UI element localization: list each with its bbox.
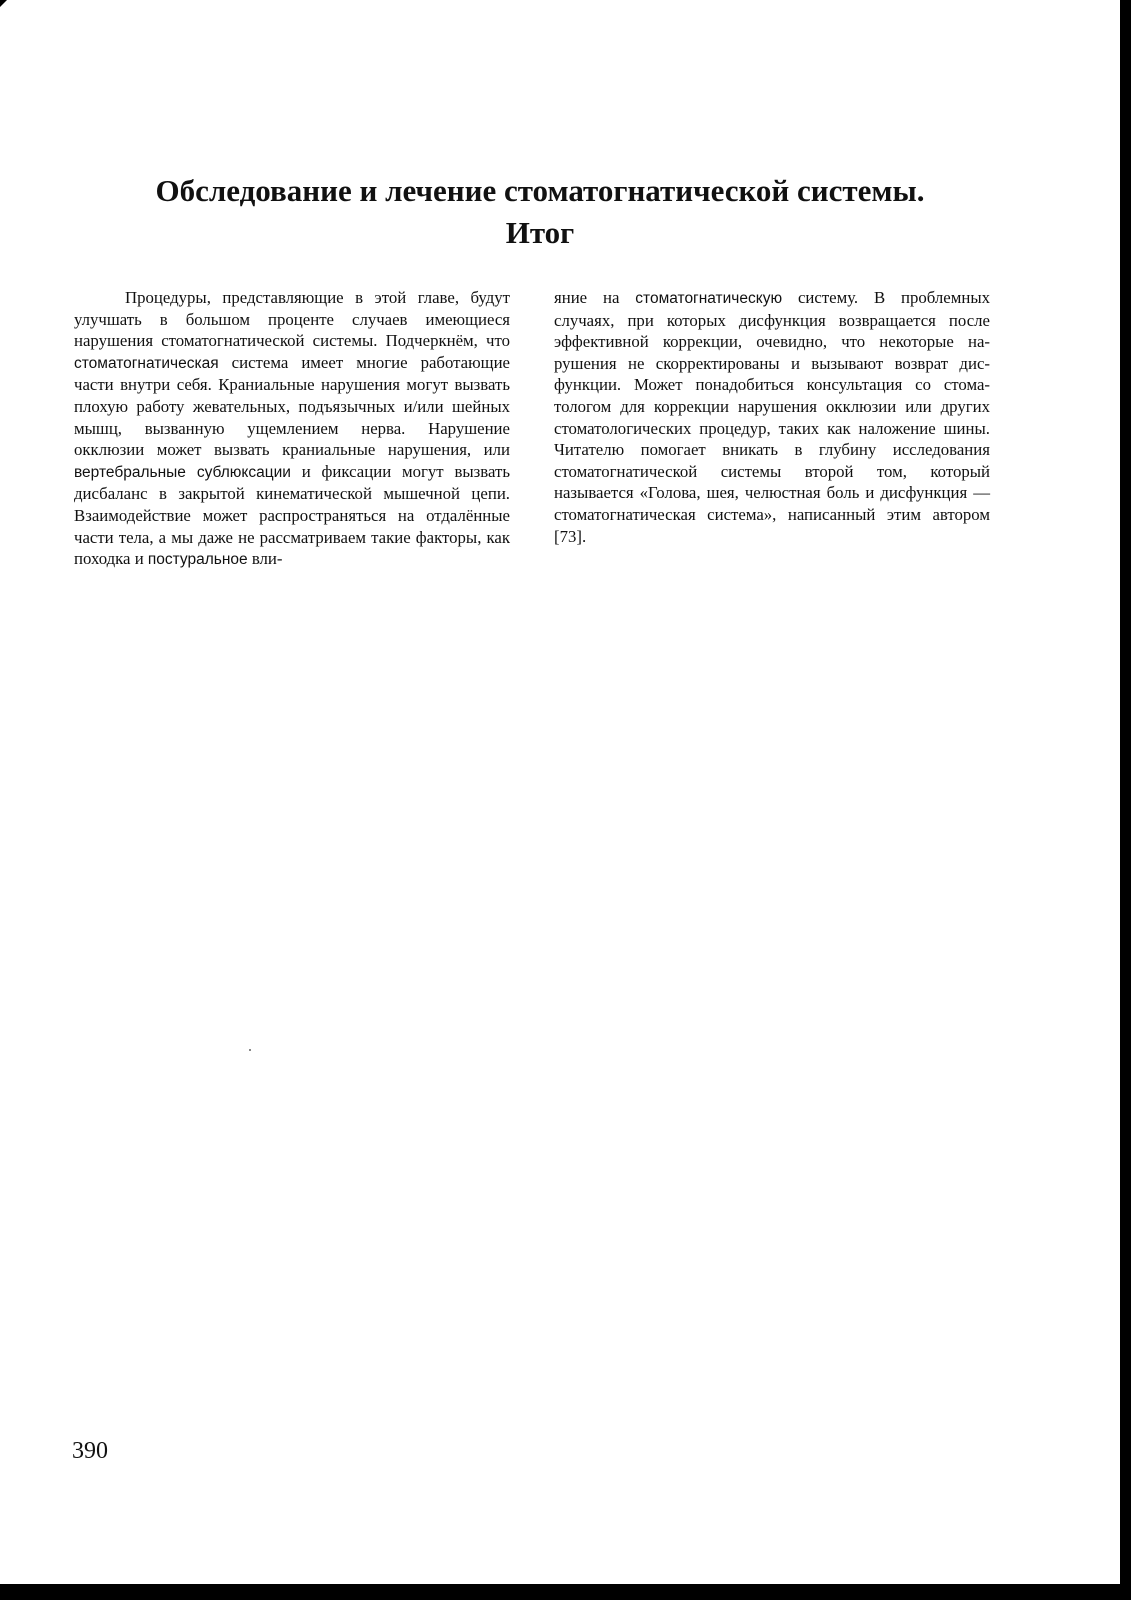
paragraph-right: [554, 287, 990, 547]
term-highlight: постуральное: [147, 551, 248, 569]
term-highlight: вертебральные сублюксации: [74, 463, 291, 481]
scan-corner-mark: [0, 0, 7, 7]
text-column-right: [554, 287, 990, 547]
text-run: Процедуры, представляющие в этой главе, будут улучшать в большом проценте случаев имеющиеся нарушения стоматогнатической системы. Подчеркнём, что: [74, 288, 510, 351]
page-number: 390: [72, 1438, 108, 1464]
text-column-left: [74, 287, 510, 571]
paragraph-left: [74, 287, 510, 571]
text-run: вли-: [247, 549, 283, 569]
text-run: и фиксации могут вызвать дисбаланс в закрытой кинематической мышечной цепи. Взаимодействие может распространяться на отдалённые части тела, а мы даже не рассматриваем такие факторы, как походка и: [74, 461, 510, 569]
text-run: система имеет многие работающие части внутри себя. Краниальные нарушения могут вызвать плохую работу жевательных, подъязычных и/или шейных мышц, вызванную ущемлением нерва. Нарушение окклюзии может вызвать краниальные нарушения, или: [74, 352, 510, 460]
term-highlight: стоматогнатическую: [635, 290, 783, 307]
term-highlight: стоматогнатическая: [74, 354, 219, 372]
page-title-line-1: Обследование и лечение стоматогнатической системы.: [155, 173, 925, 208]
text-run: систему. В проблемных случаях, при которых дисфункция возвращается после эффективной коррекции, очевидно, что некоторые нарушения не скорректированы и вызывают возврат дисфункции. Может понадобиться консультация со стоматологом для коррекции нарушения окклюзии или других стоматологических процедур, таких как наложение шины. Читателю помогает вникать в глубину исследования стоматогнатической системы второй том, который называется «Голова, шея, челюстная боль и дисфункция — стоматогнатическая система», написанный этим автором [73].: [554, 288, 991, 546]
text-run: яние на: [554, 288, 636, 307]
scan-speck: [249, 1049, 251, 1051]
page-title: [90, 170, 990, 254]
page-title-line-2: Итог: [505, 215, 575, 250]
